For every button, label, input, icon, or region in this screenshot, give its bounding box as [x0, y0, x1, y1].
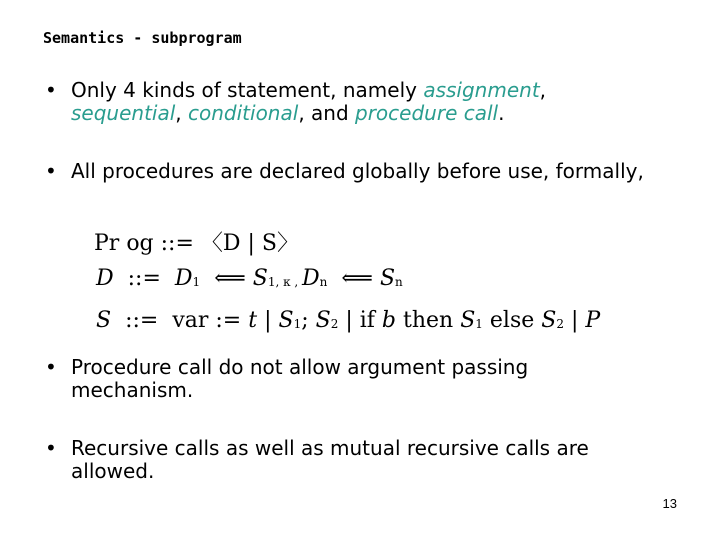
- bullet-text: Recursive calls as well as mutual recursive calls are allowed.: [71, 436, 589, 483]
- arrow-icon: ⟸: [214, 266, 246, 291]
- bullet-text: All procedures are declared globally before use, formally,: [71, 159, 644, 183]
- keyword-conditional: conditional: [188, 101, 299, 125]
- keyword-procedure-call: procedure call: [355, 101, 499, 125]
- bullet-dot: •: [45, 355, 57, 379]
- bullet-dot: •: [45, 159, 57, 183]
- keyword-sequential: sequential: [71, 101, 176, 125]
- keyword-assignment: assignment: [423, 78, 540, 102]
- math-decl-rule: D ::= D1 ⟸ S1, к , Dn ⟸ Sn: [96, 266, 403, 291]
- slide-title: Semantics - subprogram: [43, 29, 242, 47]
- math-prog-rule: Pr og ::= 〈D | S〉: [94, 231, 299, 256]
- bullet-text: Procedure call do not allow argument passing mechanism.: [71, 355, 529, 402]
- arrow-icon: ⟸: [341, 266, 373, 291]
- bullet-dot: •: [45, 436, 57, 460]
- page-number: 13: [662, 496, 677, 511]
- bullet-dot: •: [45, 78, 57, 102]
- bullet-text: Only 4 kinds of statement, namely assignment, sequential, conditional, and procedure call.: [71, 78, 547, 125]
- math-stmt-rule: S ::= var := t | S1; S2 | if b then S1 else S2 | P: [96, 308, 601, 333]
